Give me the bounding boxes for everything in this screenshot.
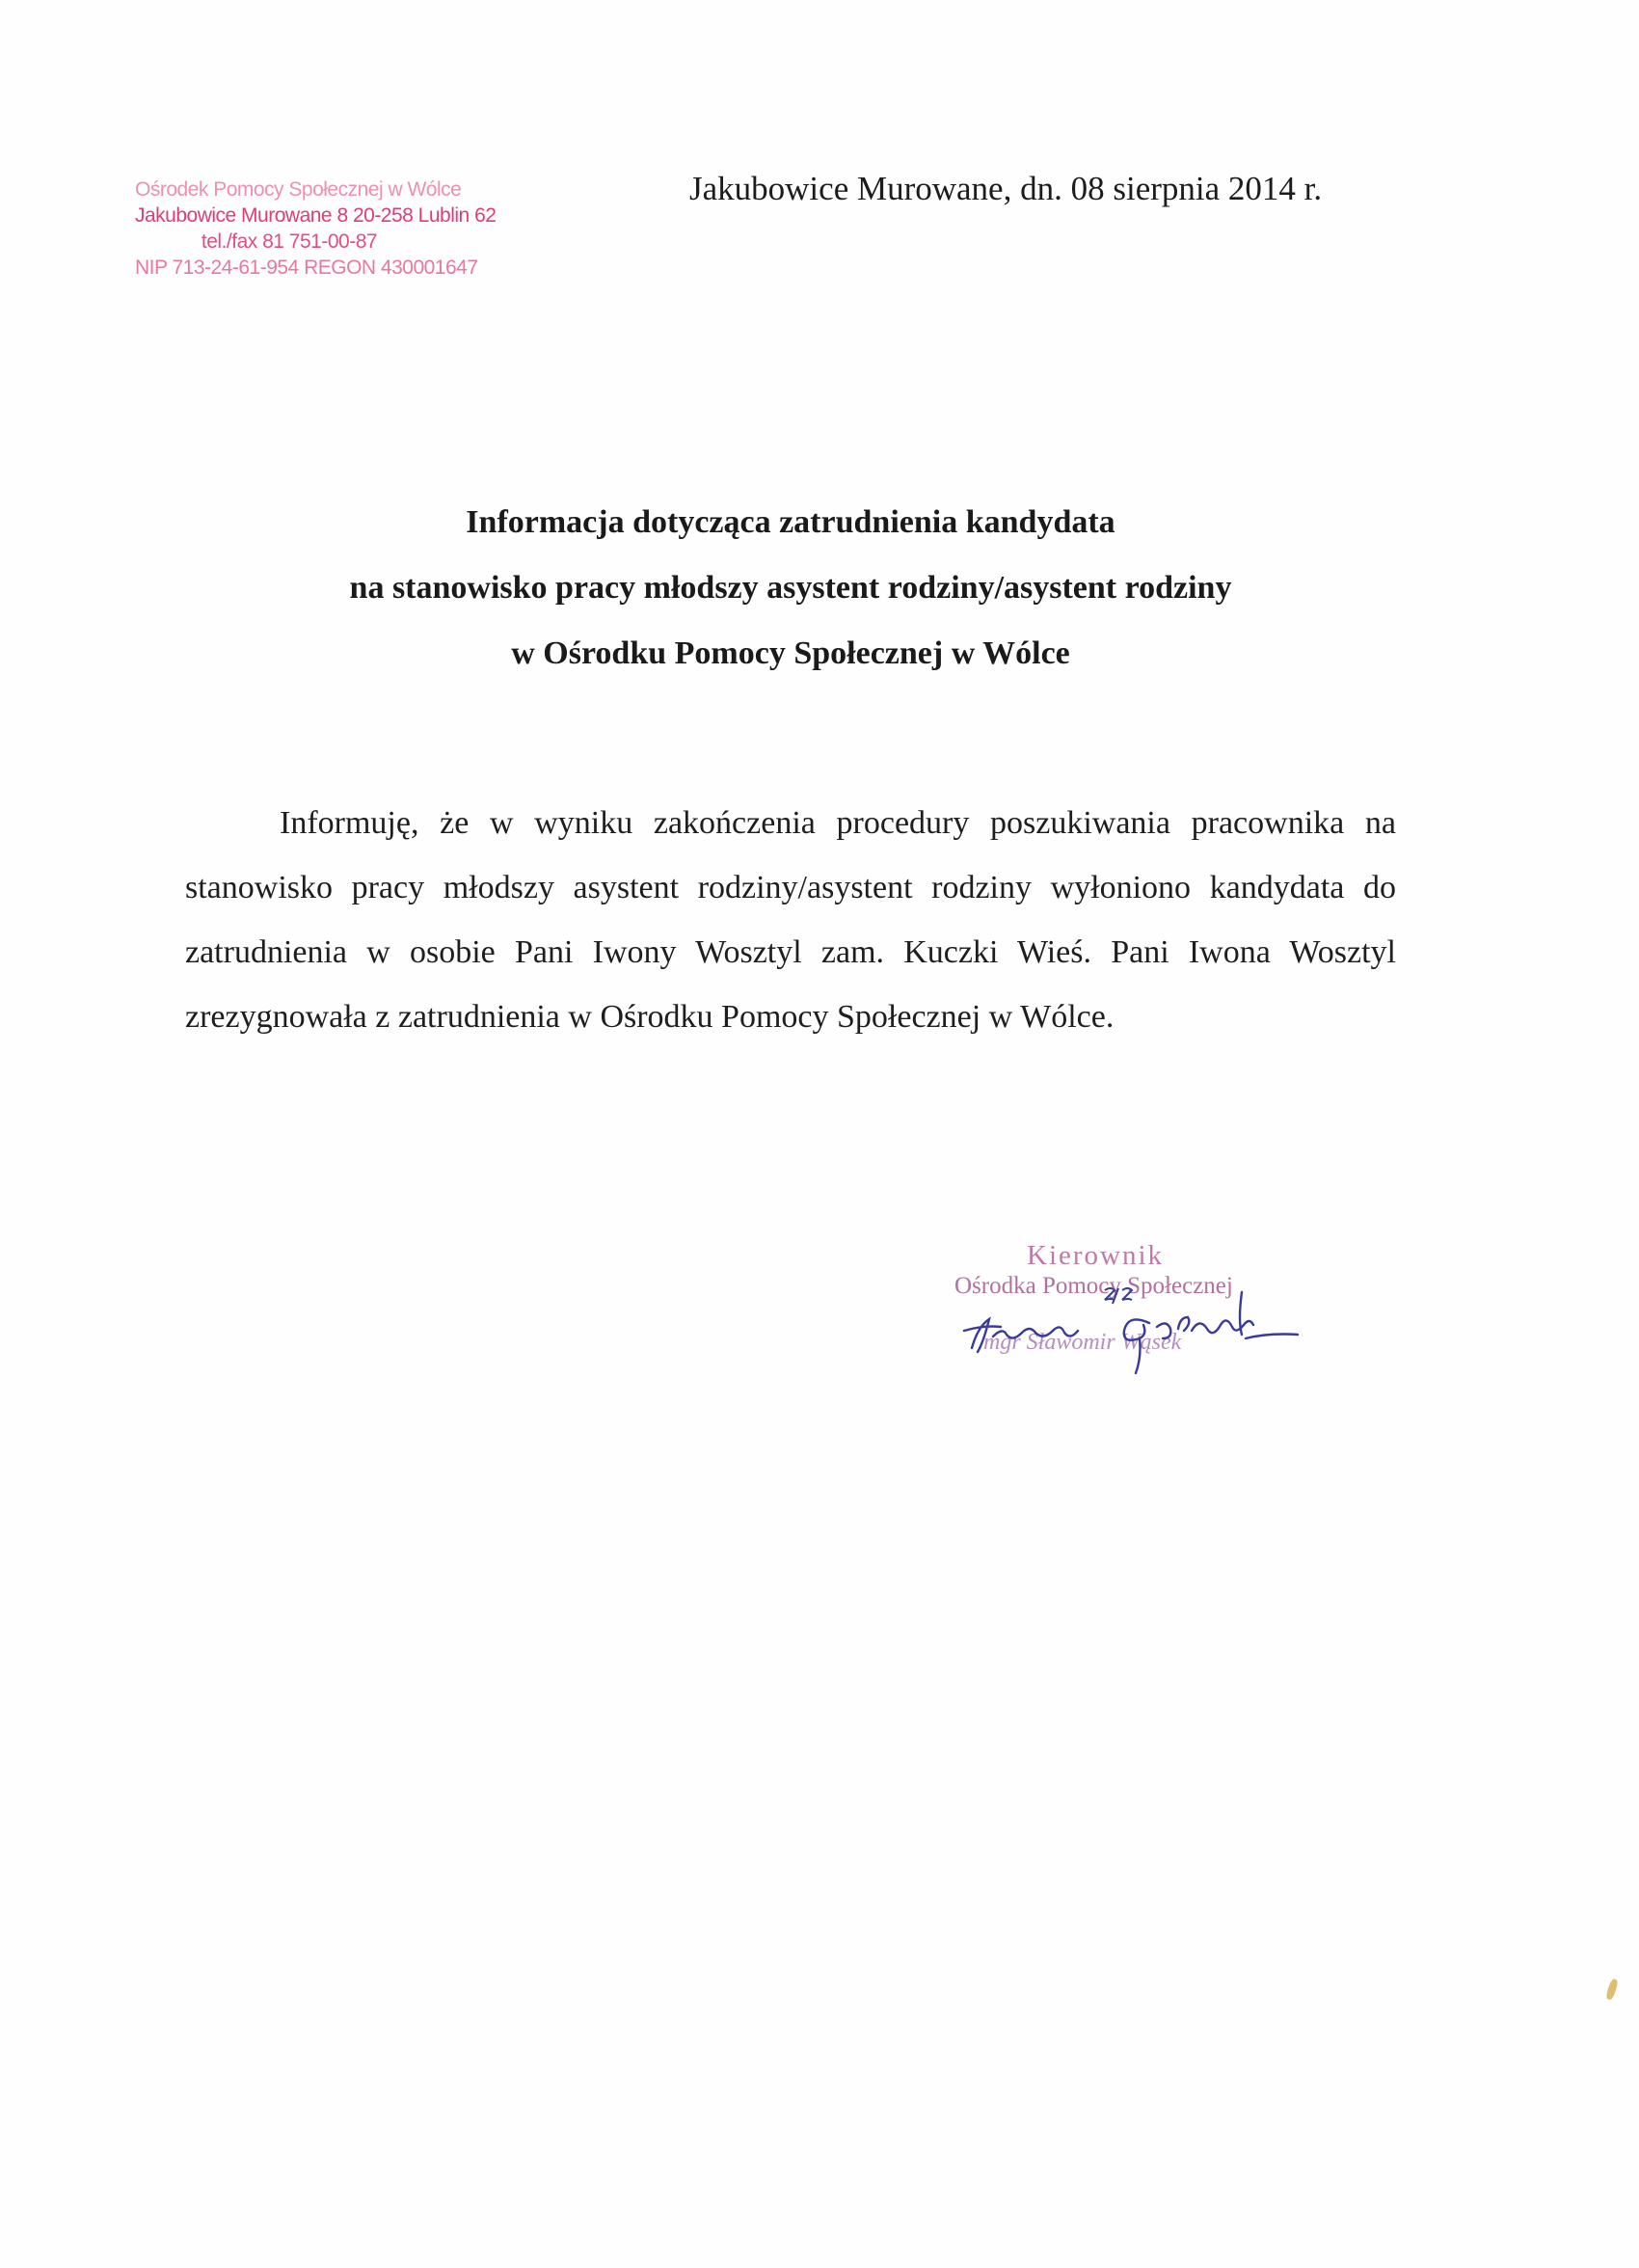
scan-smudge — [1605, 1978, 1619, 2000]
signature-stroke-first — [964, 1319, 1078, 1352]
place-and-date: Jakubowice Murowane, dn. 08 sierpnia 2014 r. — [689, 170, 1323, 207]
signature-stamp — [926, 1234, 1350, 1389]
stamp-organization: Ośrodka Pomocy Społecznej — [954, 1273, 1233, 1299]
signature-stroke-second — [1124, 1292, 1298, 1373]
stamp-line-phone: tel./fax 81 751-00-87 — [201, 230, 378, 253]
stamp-line-institution: Ośrodek Pomocy Społecznej w Wólce — [135, 178, 462, 201]
stamp-name: mgr Sławomir Wąsek — [983, 1330, 1182, 1355]
title-line-2: na stanowisko pracy młodszy asystent rodziny/asystent rodziny — [349, 570, 1232, 606]
letterhead-stamp — [135, 176, 497, 281]
body-paragraph: Informuję, że w wyniku zakończenia procedury poszukiwania pracownika na stanowisko pracy młodszy asystent rodziny/asystent rodziny wyłoniono kandydata do zatrudnienia w osobie Pani Iwony Wosztyl zam. Kuczki Wieś. Pani Iwona Wosztyl zrezygnowała z zatrudnienia w Ośrodku Pomocy Społecznej w Wólce. — [185, 805, 1396, 1035]
handwritten-signature — [926, 1234, 1350, 1389]
stamp-title: Kierownik — [1027, 1240, 1165, 1271]
signature-note-mark — [1105, 1288, 1132, 1304]
title-line-1: Informacja dotycząca zatrudnienia kandydata — [466, 504, 1115, 540]
document-title — [183, 490, 1398, 687]
stamp-line-address: Jakubowice Murowane 8 20-258 Lublin 62 — [135, 204, 497, 227]
stamp-line-tax-ids: NIP 713-24-61-954 REGON 430001647 — [135, 256, 478, 279]
title-line-3: w Ośrodku Pomocy Społecznej w Wólce — [511, 635, 1070, 671]
